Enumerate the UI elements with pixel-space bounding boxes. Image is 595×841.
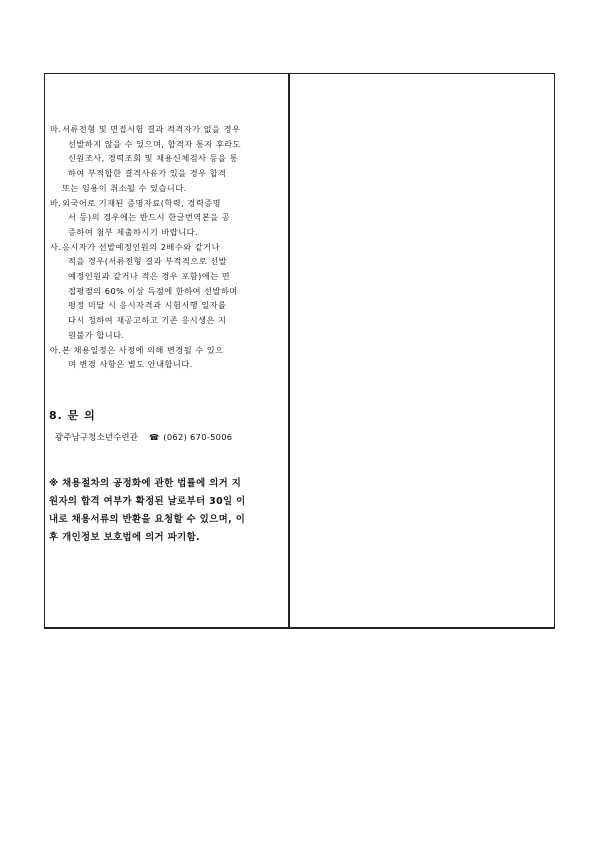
list-item-line: 예정인원과 같거나 적은 경우 포함)에는 면 [68,271,231,282]
list-item-mark: 마. [50,124,62,134]
list-item-line: 평정 미달 시 응시자격과 시험시행 일자를 [68,300,227,311]
contact-phone: (062) 670-5006 [163,432,233,442]
list-item-line: 원불가 합니다. [68,329,125,340]
list-item-line: 증하여 첨부 제출하시기 바랍니다. [68,226,199,237]
notice-line: 내로 채용서류의 반환을 요청할 수 있으며, 이 [49,514,246,525]
list-item-line: 신원조사, 경력조회 및 채용신체검사 등을 통 [68,153,238,164]
list-item-line: 본 채용일정은 사정에 의해 변경될 수 있으 [62,344,224,355]
list-item-mark: 바. [50,197,62,208]
table-bottom-rule [44,627,555,629]
list-item-line: 하여 부적합한 결격사유가 있을 경우 합격 [68,168,227,179]
notice-line: ※ 채용절차의 공정화에 관한 법률에 의거 지 [49,478,242,489]
phone-icon: ☎ [149,433,160,442]
document-return-notice [49,475,285,547]
notice-line: 후 개인정보 보호법에 의거 파기함. [49,532,201,543]
list-item-ma [50,122,290,196]
list-item-line: 선발하지 않을 수 있으며, 합격자 통지 후라도 [68,138,242,149]
section-title-inquiry: 8. 문 의 [49,409,96,422]
list-item-line: 접평점의 60% 이상 득점에 한하여 선발하며 [68,285,238,296]
list-item-line: 다시 정하여 재공고하고 기존 응시생은 지 [68,315,227,326]
contact-line [55,431,232,443]
notice-line: 원자의 합격 여부가 확정된 날로부터 30일 이 [49,496,246,507]
list-item-line: 응시자가 선발예정인원의 2배수와 같거나 [62,241,220,252]
list-item-line: 서 등)의 경우에는 반드시 한글번역본을 공 [68,212,231,223]
notice-list [50,122,290,372]
list-item-line: 또는 임용이 취소될 수 있습니다. [62,182,187,193]
list-item-mark: 아. [50,344,62,355]
list-item-mark: 사. [50,241,62,252]
list-item-line: 외국어로 기재된 증명자료(학력, 경력증명 [62,197,222,208]
list-item-line: 적을 경우(서류전형 결과 부적격으로 선발 [68,256,228,267]
list-item-line: 서류전형 및 면접시험 결과 적격자가 없을 경우 [62,124,241,134]
list-item-ba [50,196,290,240]
list-item-sa [50,240,290,343]
list-item-a [50,343,290,372]
list-item-line: 며 변경 사항은 별도 안내합니다. [68,359,193,370]
contact-organization: 광주남구청소년수련관 [55,432,139,442]
